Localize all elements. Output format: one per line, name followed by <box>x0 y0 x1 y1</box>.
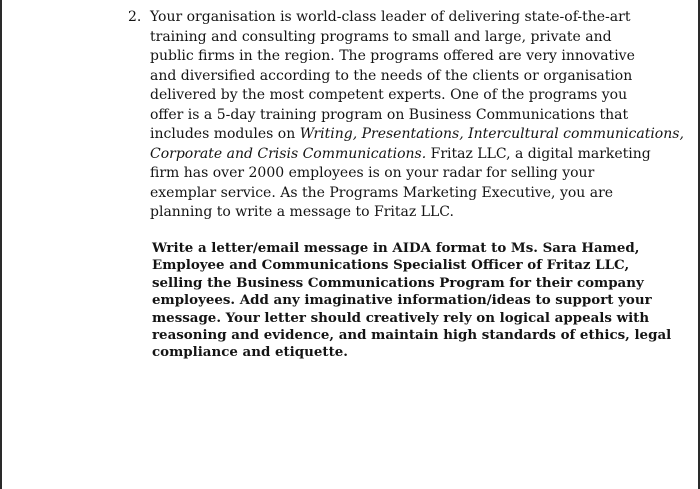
question-line-7 <box>150 125 684 145</box>
question-number: 2. <box>128 9 142 25</box>
question-line-7-text: includes modules on <box>150 126 300 142</box>
task-line-1: Write a letter/email message in AIDA format to Ms. Sara Hamed, <box>152 240 640 256</box>
module-list-italic-end: Corporate and Crisis Communications. <box>150 145 427 162</box>
question-line-3: public firms in the region. The programs offered are very innovative <box>150 48 635 64</box>
module-list-italic: Writing, Presentations, Intercultural communications, <box>299 126 684 142</box>
task-line-4: employees. Add any imaginative information/ideas to support your <box>152 292 652 309</box>
task-line-2: Employee and Communications Specialist Officer of Fritaz LLC, <box>152 257 630 274</box>
question-text <box>150 8 684 223</box>
task-line-7: compliance and etiquette. <box>152 344 348 361</box>
question-line-8-text: Fritaz LLC, a digital marketing <box>426 145 651 162</box>
task-line-3: selling the Business Communications Program for their company <box>152 274 644 291</box>
question-line-1: Your organisation is world-class leader of delivering state-of-the-art <box>150 9 631 25</box>
question-line-11: planning to write a message to Fritaz LLC. <box>150 204 454 220</box>
question-line-8 <box>150 145 651 165</box>
task-instructions <box>152 240 672 362</box>
question-line-10: exemplar service. As the Programs Marketing Executive, you are <box>150 184 614 201</box>
task-line-6: reasoning and evidence, and maintain high standards of ethics, legal <box>152 327 672 344</box>
question-line-2: training and consulting programs to small and large, private and <box>150 28 612 45</box>
task-line-5: message. Your letter should creatively rely on logical appeals with <box>152 309 650 326</box>
question-line-5: delivered by the most competent experts. One of the programs you <box>150 87 628 103</box>
page-frame-left-border <box>0 0 2 489</box>
question-line-4: and diversified according to the needs of the clients or organisation <box>150 67 633 84</box>
question-line-9: firm has over 2000 employees is on your radar for selling your <box>150 165 595 181</box>
question-line-6: offer is a 5-day training program on Business Communications that <box>150 106 629 123</box>
